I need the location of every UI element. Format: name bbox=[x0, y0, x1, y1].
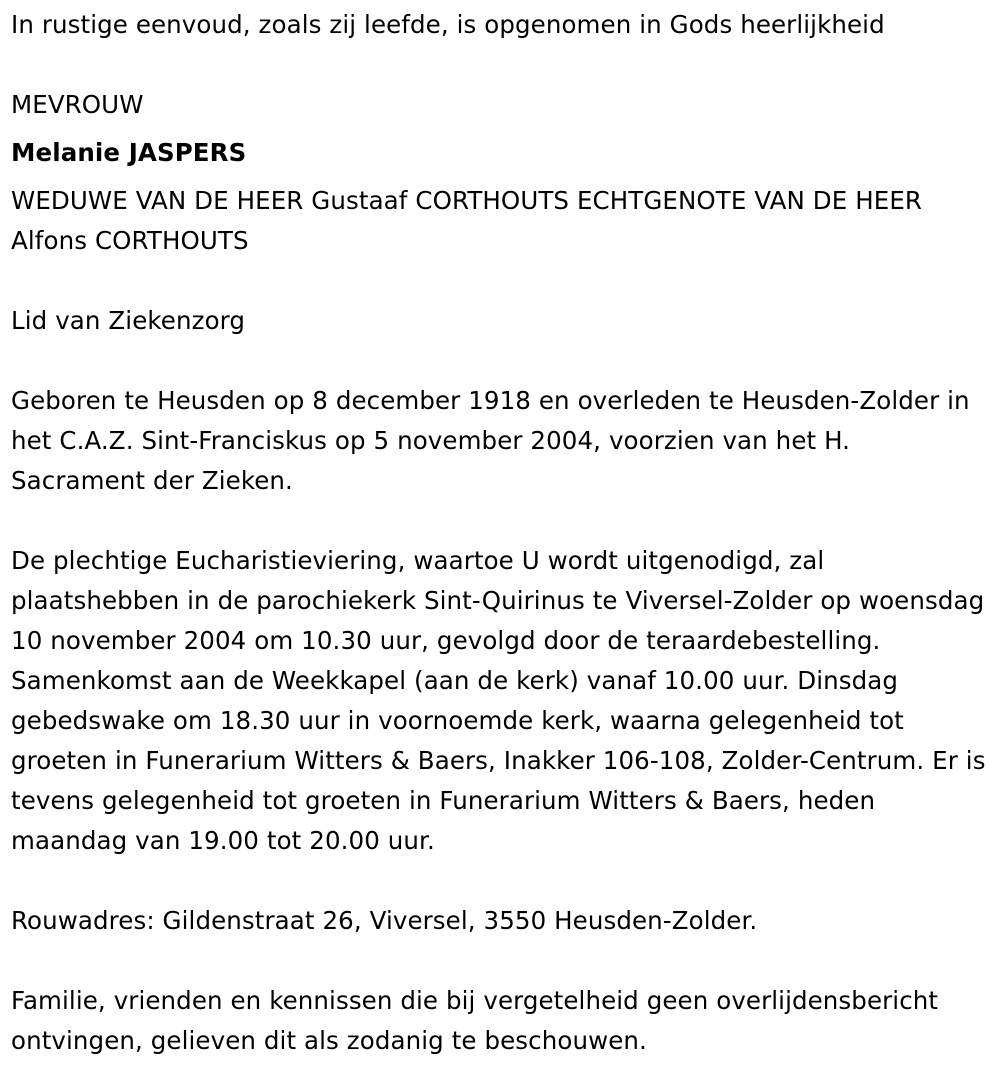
membership-text: Lid van Ziekenzorg bbox=[11, 306, 246, 335]
honorific-title: MEVROUW bbox=[11, 90, 144, 119]
spouse-text: WEDUWE VAN DE HEER Gustaaf CORTHOUTS ECHTGENOTE VAN DE HEER Alfons CORTHOUTS bbox=[11, 186, 923, 255]
intro-text: In rustige eenvoud, zoals zij leefde, is opgenomen in Gods heerlijkheid bbox=[11, 10, 885, 39]
closing-text: Familie, vrienden en kennissen die bij vergetelheid geen overlijdensbericht ontvingen, gelieven dit als zodanig te beschouwen. bbox=[11, 986, 939, 1055]
address-text: Rouwadres: Gildenstraat 26, Viversel, 3550 Heusden-Zolder. bbox=[11, 906, 758, 935]
deceased-name: Melanie JASPERS bbox=[11, 138, 247, 167]
birth-death-text: Geboren te Heusden op 8 december 1918 en overleden te Heusden-Zolder in het C.A.Z. Sint-Franciskus op 5 november 2004, voorzien van het H. Sacrament der Zieken. bbox=[11, 386, 970, 495]
ceremony-text: De plechtige Eucharistieviering, waartoe U wordt uitgenodigd, zal plaatshebben in de parochiekerk Sint-Quirinus te Viversel-Zolder op woensdag 10 november 2004 om 10.30 uur, gevolgd door de teraardebestelling. Samenkomst aan de Weekkapel (aan de kerk) vanaf 10.00 uur. Dinsdag gebedswake om 18.30 uur in voornoemde kerk, waarna gelegenheid tot groeten in Funerarium Witters & Baers, Inakker 106-108, Zolder-Centrum. Er is tevens gelegenheid tot groeten in Funerarium Witters & Baers, heden maandag van 19.00 tot 20.00 uur. bbox=[11, 546, 986, 855]
obituary-notice bbox=[11, 0, 986, 1061]
